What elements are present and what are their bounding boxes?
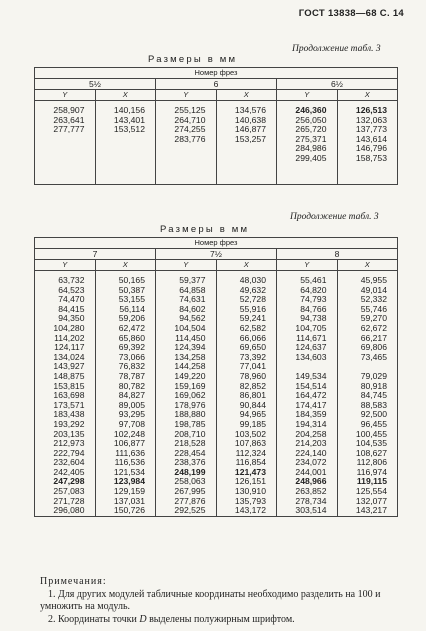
cell-value: 104,504: [174, 322, 206, 333]
table1-subheader: Y: [277, 90, 338, 101]
cell-value: 263,641: [53, 114, 85, 125]
cell-value: 149,534: [295, 370, 327, 381]
cell-value: 74,793: [300, 294, 327, 305]
cell-value: 69,806: [360, 342, 387, 353]
cell-value: 114,671: [296, 332, 327, 343]
cell-value: 52,332: [360, 294, 387, 305]
cell-value: 65,860: [118, 332, 145, 343]
cell-value: 163,698: [53, 390, 85, 401]
coordinates-table-1: [34, 67, 398, 185]
table2-col-group-1: 7: [35, 249, 156, 260]
cell-value: 78,787: [118, 370, 145, 381]
cell-value: 59,270: [360, 313, 387, 324]
cell-value: 121,473: [234, 466, 266, 477]
cell-value: 299,405: [295, 152, 327, 163]
table2-column: [216, 271, 277, 517]
cell-value: 49,014: [360, 284, 387, 295]
cell-value: 292,525: [174, 505, 206, 516]
cell-value: 126,513: [355, 105, 387, 115]
cell-value: 78,960: [239, 370, 266, 381]
cell-value: 246,360: [295, 105, 327, 115]
cell-value: 134,258: [174, 351, 206, 362]
cell-value: 158,753: [355, 152, 387, 163]
cell-value: 178,976: [174, 399, 206, 410]
cell-value: 125,554: [355, 486, 387, 497]
note-2-text: 2. Координаты точки: [48, 613, 140, 625]
cell-value: 112,806: [356, 457, 387, 468]
cell-value: 124,637: [295, 342, 327, 353]
cell-value: 64,858: [179, 284, 206, 295]
cell-value: 97,708: [118, 418, 145, 429]
cell-value: 169,062: [174, 390, 206, 401]
table1-col-group-2: 6: [156, 79, 277, 90]
cell-value: 212,973: [53, 438, 85, 449]
cell-value: 84,415: [58, 303, 85, 314]
coordinates-table-2: [34, 237, 398, 517]
cell-value: 278,734: [295, 495, 327, 506]
cell-value: 244,001: [295, 466, 327, 477]
cell-value: 84,745: [360, 390, 387, 401]
cell-value: 134,024: [53, 351, 85, 362]
cell-value: 184,359: [295, 409, 327, 420]
table1-column: [277, 101, 338, 185]
cell-value: 50,165: [118, 275, 145, 285]
cell-value: 73,465: [360, 351, 387, 362]
cell-value: 116,854: [235, 457, 266, 468]
cell-value: 73,392: [239, 351, 266, 362]
table2-column: [156, 271, 217, 517]
cell-value: 224,140: [295, 447, 327, 458]
table1-subheader: X: [337, 90, 398, 101]
cell-value: 134,603: [295, 351, 327, 362]
cell-value: 50,387: [118, 284, 145, 295]
cell-value: 123,984: [113, 476, 145, 487]
cell-value: 111,636: [115, 447, 145, 458]
cell-value: 164,472: [295, 390, 327, 401]
table2-column: [337, 271, 398, 517]
cell-value: 66,217: [360, 332, 387, 343]
cell-value: 173,571: [53, 399, 85, 410]
table2-column: [95, 271, 156, 517]
table2-column: [35, 271, 96, 517]
cell-value: 135,793: [234, 495, 266, 506]
cell-value: 129,159: [113, 486, 145, 497]
cell-value: 100,455: [355, 428, 387, 439]
table1-subheader: X: [95, 90, 156, 101]
table1-column: [95, 101, 156, 185]
cell-value: 45,955: [360, 275, 387, 285]
cell-value: 114,202: [54, 332, 85, 343]
cell-value: 174,417: [295, 399, 327, 410]
cell-value: 86,801: [239, 390, 266, 401]
table2-subheader: X: [337, 260, 398, 271]
cell-value: 112,324: [235, 447, 266, 458]
table1-col-group-3: 6½: [277, 79, 398, 90]
cell-value: 194,314: [295, 418, 327, 429]
cell-value: 53,155: [118, 294, 145, 305]
cell-value: 222,794: [53, 447, 85, 458]
cell-value: 104,280: [53, 322, 85, 333]
cell-value: 96,455: [360, 418, 387, 429]
cell-value: 193,292: [53, 418, 85, 429]
cell-value: 143,614: [355, 133, 387, 144]
cell-value: 284,986: [295, 143, 327, 154]
cell-value: 132,077: [355, 495, 387, 506]
cell-value: 64,820: [300, 284, 327, 295]
cell-value: 248,966: [295, 476, 327, 487]
cell-value: 238,376: [174, 457, 206, 468]
cell-value: 144,258: [174, 361, 206, 372]
cell-value: 64,523: [58, 284, 85, 295]
cell-value: 146,796: [355, 143, 387, 154]
table1-units-title: Размеры в мм: [148, 54, 238, 65]
table2-subheader: Y: [35, 260, 96, 271]
cell-value: 258,063: [174, 476, 206, 487]
cell-value: 188,880: [174, 409, 206, 420]
cell-value: 143,217: [355, 505, 387, 516]
cell-value: 214,203: [295, 438, 327, 449]
cell-value: 94,350: [58, 313, 85, 324]
cell-value: 148,875: [53, 370, 85, 381]
cell-value: 150,726: [113, 505, 145, 516]
table2-subheader: Y: [156, 260, 217, 271]
cell-value: 149,220: [174, 370, 206, 381]
cell-value: 283,776: [174, 133, 206, 144]
table1-column: [216, 101, 277, 185]
cell-value: 275,371: [295, 133, 327, 144]
cell-value: 204,258: [295, 428, 327, 439]
note-2-text-end: выделены полужирным шрифтом.: [146, 613, 295, 625]
cell-value: 140,638: [234, 114, 266, 125]
cell-value: 265,720: [295, 124, 327, 135]
cell-value: 104,705: [295, 322, 327, 333]
cell-value: 84,827: [118, 390, 145, 401]
cell-value: 263,852: [295, 486, 327, 497]
table1-col-group-1: 5½: [35, 79, 156, 90]
cell-value: 102,248: [113, 428, 145, 439]
cell-value: 76,832: [118, 361, 145, 372]
notes: [40, 576, 410, 626]
cell-value: 80,782: [118, 380, 145, 391]
table1-column: [35, 101, 96, 185]
cell-value: 258,907: [53, 105, 85, 115]
cell-value: 146,877: [234, 124, 266, 135]
cell-value: 137,773: [355, 124, 387, 135]
table2-units-title: Размеры в мм: [160, 224, 250, 235]
cell-value: 55,461: [300, 275, 327, 285]
cell-value: 94,965: [239, 409, 266, 420]
cell-value: 234,072: [295, 457, 327, 468]
cell-value: 143,401: [113, 114, 145, 125]
cell-value: 79,029: [360, 370, 387, 381]
cell-value: 55,746: [360, 303, 387, 314]
cell-value: 94,738: [300, 313, 327, 324]
note-2: [40, 614, 410, 627]
cell-value: 143,172: [234, 505, 266, 516]
cell-value: 114,450: [175, 332, 206, 343]
table2-subheader: X: [95, 260, 156, 271]
cell-value: 277,777: [53, 124, 85, 135]
cell-value: 203,135: [53, 428, 85, 439]
cell-value: 62,582: [239, 322, 266, 333]
cell-value: 232,604: [53, 457, 85, 468]
cell-value: 59,241: [239, 313, 266, 324]
cell-value: 132,063: [355, 114, 387, 125]
table2-continuation-label: Продолжение табл. 3: [290, 212, 379, 222]
table2-nomer-header: Номер фрез: [35, 238, 398, 249]
cell-value: 55,916: [239, 303, 266, 314]
table2-subheader: Y: [277, 260, 338, 271]
cell-value: 77,041: [239, 361, 266, 372]
cell-value: 93,295: [118, 409, 145, 420]
cell-value: 277,876: [174, 495, 206, 506]
table1-column: [156, 101, 217, 185]
table2-col-group-2: 7½: [156, 249, 277, 260]
cell-value: 99,185: [239, 418, 266, 429]
cell-value: 140,156: [113, 105, 145, 115]
cell-value: 108,627: [355, 447, 387, 458]
cell-value: 59,377: [179, 275, 206, 285]
cell-value: 84,602: [179, 303, 206, 314]
cell-value: 153,815: [53, 380, 85, 391]
cell-value: 153,512: [113, 124, 145, 135]
cell-value: 62,672: [360, 322, 387, 333]
cell-value: 121,534: [113, 466, 145, 477]
cell-value: 248,199: [174, 466, 206, 477]
cell-value: 159,169: [174, 380, 206, 391]
cell-value: 66,066: [239, 332, 266, 343]
cell-value: 73,066: [118, 351, 145, 362]
cell-value: 90,844: [239, 399, 266, 410]
cell-value: 69,650: [239, 342, 266, 353]
cell-value: 137,031: [113, 495, 145, 506]
table1-subheader: X: [216, 90, 277, 101]
cell-value: 104,535: [355, 438, 387, 449]
cell-value: 264,710: [174, 114, 206, 125]
cell-value: 183,438: [53, 409, 85, 420]
cell-value: 198,785: [174, 418, 206, 429]
cell-value: 208,710: [174, 428, 206, 439]
table2-subheader: X: [216, 260, 277, 271]
cell-value: 153,257: [234, 133, 266, 144]
cell-value: 92,500: [360, 409, 387, 420]
cell-value: 69,392: [118, 342, 145, 353]
note-1: 1. Для других модулей табличные координаты необходимо разделить на 100 и умножить на модуль.: [40, 588, 381, 612]
cell-value: 296,080: [53, 505, 85, 516]
cell-value: 271,728: [53, 495, 85, 506]
page-header: ГОСТ 13838—68 С. 14: [298, 8, 404, 19]
notes-heading: Примечания:: [40, 576, 107, 587]
note-2-point: D: [139, 613, 147, 625]
table1-subheader: Y: [156, 90, 217, 101]
cell-value: 74,631: [179, 294, 206, 305]
cell-value: 257,083: [53, 486, 85, 497]
cell-value: 218,528: [174, 438, 206, 449]
cell-value: 49,632: [239, 284, 266, 295]
cell-value: 126,151: [234, 476, 266, 487]
cell-value: 107,863: [234, 438, 266, 449]
cell-value: 256,050: [295, 114, 327, 125]
table1-column: [337, 101, 398, 185]
cell-value: 56,114: [119, 303, 145, 314]
table1-nomer-header: Номер фрез: [35, 68, 398, 79]
cell-value: 267,995: [174, 486, 206, 497]
cell-value: 89,005: [118, 399, 145, 410]
cell-value: 134,576: [234, 105, 266, 115]
cell-value: 228,454: [174, 447, 206, 458]
cell-value: 116,536: [114, 457, 145, 468]
cell-value: 255,125: [174, 105, 206, 115]
cell-value: 303,514: [295, 505, 327, 516]
cell-value: 52,728: [239, 294, 266, 305]
cell-value: 62,472: [118, 322, 145, 333]
cell-value: 80,918: [360, 380, 387, 391]
cell-value: 88,583: [360, 399, 387, 410]
cell-value: 63,732: [58, 275, 85, 285]
cell-value: 94,562: [179, 313, 206, 324]
cell-value: 106,877: [113, 438, 145, 449]
cell-value: 124,117: [54, 342, 85, 353]
cell-value: 130,910: [234, 486, 266, 497]
cell-value: 274,255: [174, 124, 206, 135]
cell-value: 247,298: [53, 476, 85, 487]
cell-value: 124,394: [174, 342, 206, 353]
cell-value: 59,206: [118, 313, 145, 324]
table2-column: [277, 271, 338, 517]
cell-value: 116,974: [356, 466, 387, 477]
table2-col-group-3: 8: [277, 249, 398, 260]
table1-continuation-label: Продолжение табл. 3: [292, 44, 381, 54]
cell-value: 119,115: [356, 476, 387, 487]
cell-value: 74,470: [58, 294, 85, 305]
cell-value: 143,927: [53, 361, 85, 372]
cell-value: 84,766: [300, 303, 327, 314]
cell-value: 48,030: [239, 275, 266, 285]
cell-value: 82,852: [239, 380, 266, 391]
cell-value: 154,514: [295, 380, 327, 391]
cell-value: 103,502: [234, 428, 266, 439]
cell-value: 242,405: [53, 466, 85, 477]
table1-subheader: Y: [35, 90, 96, 101]
